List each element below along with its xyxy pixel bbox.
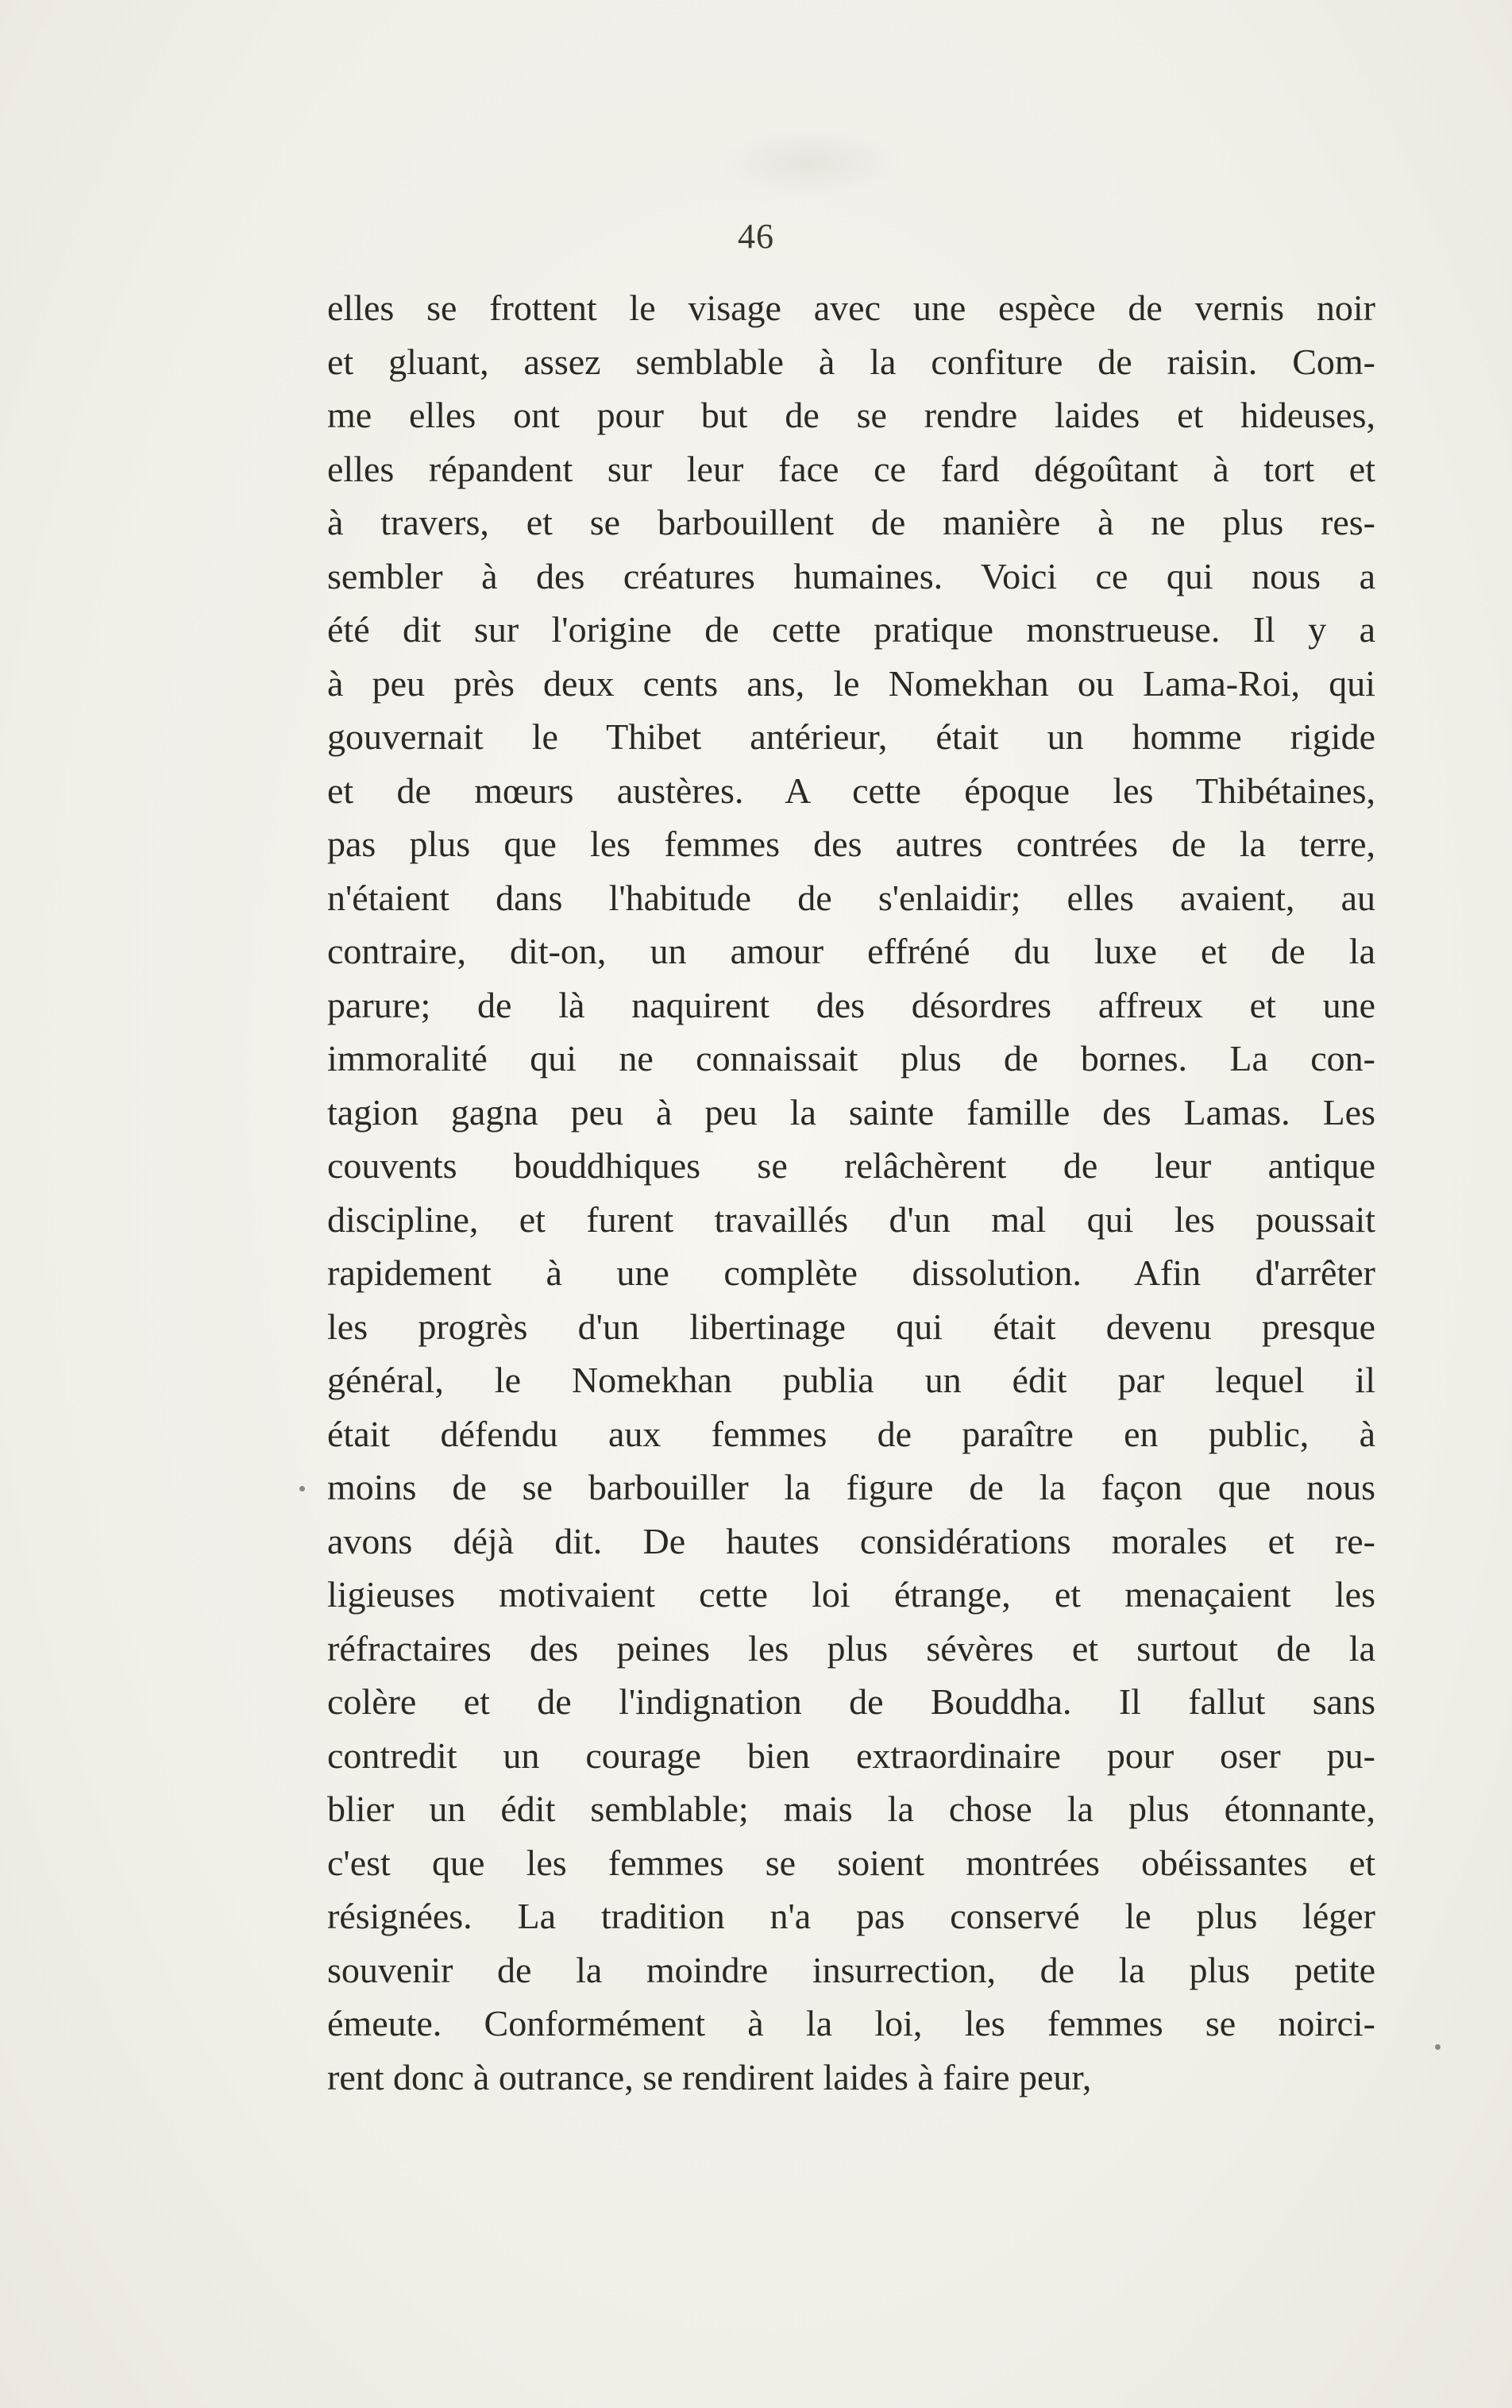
- body-text: [327, 281, 1375, 2104]
- text-line: blier un édit semblable; mais la chose la plus étonnante,: [327, 1789, 1375, 1829]
- show-through-smudge: [715, 127, 905, 199]
- text-line: moins de se barbouiller la figure de la façon que nous: [327, 1467, 1375, 1507]
- text-line: avons déjà dit. De hautes considérations morales et re-: [327, 1520, 1375, 1561]
- margin-speck: [299, 1486, 305, 1491]
- text-line: couvents bouddhiques se relâchèrent de leur antique: [327, 1145, 1375, 1186]
- text-line: les progrès d'un libertinage qui était devenu presque: [327, 1306, 1375, 1347]
- text-line: gouvernait le Thibet antérieur, était un homme rigide: [327, 716, 1375, 757]
- text-line: rapidement à une complète dissolution. Afin d'arrêter: [327, 1252, 1375, 1293]
- text-line: était défendu aux femmes de paraître en public, à: [327, 1413, 1375, 1454]
- text-line: c'est que les femmes se soient montrées obéissantes et: [327, 1842, 1375, 1883]
- text-line: elles se frottent le visage avec une espèce de vernis noir: [327, 287, 1375, 328]
- text-line: rent donc à outrance, se rendirent laides à faire peur,: [327, 2056, 1092, 2097]
- text-line: discipline, et furent travaillés d'un mal qui les poussait: [327, 1198, 1375, 1240]
- text-line: à travers, et se barbouillent de manière à ne plus res-: [327, 502, 1375, 542]
- text-line: résignées. La tradition n'a pas conservé le plus léger: [327, 1896, 1375, 1936]
- page-number: 46: [738, 217, 774, 256]
- margin-speck: [1435, 2044, 1441, 2050]
- text-line: colère et de l'indignation de Bouddha. Il fallut sans: [327, 1681, 1375, 1722]
- text-line: me elles ont pour but de se rendre laides et hideuses,: [327, 395, 1375, 435]
- text-line: et de mœurs austères. A cette époque les Thibétaines,: [327, 770, 1375, 811]
- text-line: parure; de là naquirent des désordres affreux et une: [327, 984, 1375, 1025]
- text-line: à peu près deux cents ans, le Nomekhan ou Lama-Roi, qui: [327, 662, 1375, 704]
- text-line: contraire, dit-on, un amour effréné du luxe et de la: [327, 931, 1375, 971]
- text-line: ligieuses motivaient cette loi étrange, et menaçaient les: [327, 1574, 1375, 1615]
- text-line: pas plus que les femmes des autres contrées de la terre,: [327, 824, 1375, 864]
- text-line: émeute. Conformément à la loi, les femmes se noirci-: [327, 2003, 1375, 2043]
- text-line: et gluant, assez semblable à la confiture de raisin. Com-: [327, 341, 1375, 382]
- text-line: tagion gagna peu à peu la sainte famille des Lamas. Les: [327, 1091, 1375, 1133]
- text-line: souvenir de la moindre insurrection, de la plus petite: [327, 1949, 1375, 1990]
- text-line: été dit sur l'origine de cette pratique monstrueuse. Il y a: [327, 609, 1375, 650]
- text-line: elles répandent sur leur face ce fard dégoûtant à tort et: [327, 448, 1375, 489]
- text-line: n'étaient dans l'habitude de s'enlaidir; elles avaient, au: [327, 877, 1375, 918]
- text-line: réfractaires des peines les plus sévères et surtout de la: [327, 1627, 1375, 1669]
- text-line: contredit un courage bien extraordinaire pour oser pu-: [327, 1735, 1375, 1776]
- text-line: général, le Nomekhan publia un édit par lequel il: [327, 1360, 1375, 1400]
- text-line: immoralité qui ne connaissait plus de bornes. La con-: [327, 1038, 1375, 1079]
- text-line: sembler à des créatures humaines. Voici ce qui nous a: [327, 555, 1375, 596]
